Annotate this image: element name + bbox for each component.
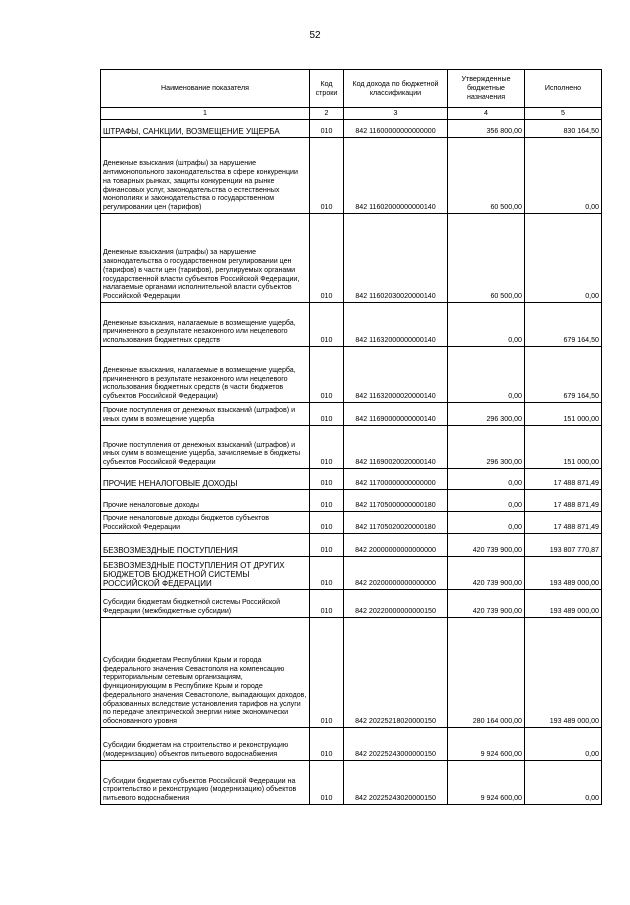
row-executed: 193 489 000,00 <box>525 556 602 589</box>
row-name: Субсидии бюджетам бюджетной системы Российской Федерации (межбюджетные субсидии) <box>101 589 310 617</box>
row-name: Субсидии бюджетам Республики Крым и города федерального значения Севастополя на компенсацию территориальным сетевым организациям, функционирующим в Республике Крым и городе федерального значения Севастополе, выпадающих доходов, образованных вследствие установления тарифов на услуги по передаче электрической энергии ниже экономически обоснованного уровня <box>101 617 310 727</box>
row-approved: 0,00 <box>448 489 525 511</box>
table-row <box>101 760 602 804</box>
row-code: 010 <box>310 425 344 468</box>
row-kd: 842 20220000000000150 <box>344 589 448 617</box>
row-name: Прочие поступления от денежных взысканий (штрафов) и иных сумм в возмещение ущерба, зачисляемые в бюджеты субъектов Российской Федерации <box>101 425 310 468</box>
row-code: 010 <box>310 468 344 489</box>
header-name: Наименование показателя <box>101 70 310 108</box>
row-approved: 0,00 <box>448 346 525 402</box>
header-executed: Исполнено <box>525 70 602 108</box>
row-kd: 842 11600000000000000 <box>344 119 448 137</box>
row-executed: 193 489 000,00 <box>525 589 602 617</box>
row-approved: 356 800,00 <box>448 119 525 137</box>
row-executed: 17 488 871,49 <box>525 489 602 511</box>
row-code: 010 <box>310 346 344 402</box>
row-name: ПРОЧИЕ НЕНАЛОГОВЫЕ ДОХОДЫ <box>101 468 310 489</box>
row-executed: 17 488 871,49 <box>525 468 602 489</box>
row-code: 010 <box>310 760 344 804</box>
table-row <box>101 556 602 589</box>
row-approved: 420 739 900,00 <box>448 556 525 589</box>
index-cell: 3 <box>344 108 448 120</box>
row-name: Прочие неналоговые доходы <box>101 489 310 511</box>
row-approved: 0,00 <box>448 302 525 346</box>
row-code: 010 <box>310 213 344 302</box>
row-approved: 420 739 900,00 <box>448 533 525 556</box>
row-kd: 842 11705000000000180 <box>344 489 448 511</box>
row-name: Денежные взыскания, налагаемые в возмещение ущерба, причиненного в результате незаконного или нецелевого использования бюджетных средств <box>101 302 310 346</box>
row-code: 010 <box>310 556 344 589</box>
row-approved: 0,00 <box>448 511 525 533</box>
row-name: Прочие поступления от денежных взысканий (штрафов) и иных сумм в возмещение ущерба <box>101 402 310 425</box>
row-executed: 151 000,00 <box>525 402 602 425</box>
table-row <box>101 302 602 346</box>
row-name: БЕЗВОЗМЕЗДНЫЕ ПОСТУПЛЕНИЯ <box>101 533 310 556</box>
table-row <box>101 425 602 468</box>
row-code: 010 <box>310 511 344 533</box>
table-row <box>101 402 602 425</box>
row-executed: 193 489 000,00 <box>525 617 602 727</box>
row-name: Денежные взыскания, налагаемые в возмещение ущерба, причиненного в результате незаконного или нецелевого использования бюджетных средств (в части бюджетов субъектов Российской Федерации) <box>101 346 310 402</box>
row-kd: 842 20200000000000000 <box>344 556 448 589</box>
row-kd: 842 11690020020000140 <box>344 425 448 468</box>
row-executed: 830 164,50 <box>525 119 602 137</box>
header-code: Код строки <box>310 70 344 108</box>
index-cell: 1 <box>101 108 310 120</box>
row-kd: 842 11602000000000140 <box>344 137 448 213</box>
row-executed: 0,00 <box>525 213 602 302</box>
row-executed: 0,00 <box>525 727 602 760</box>
row-approved: 9 924 600,00 <box>448 727 525 760</box>
row-code: 010 <box>310 119 344 137</box>
page-number: 52 <box>309 30 321 41</box>
row-name: Прочие неналоговые доходы бюджетов субъектов Российской Федерации <box>101 511 310 533</box>
index-cell: 2 <box>310 108 344 120</box>
row-code: 010 <box>310 727 344 760</box>
row-approved: 280 164 000,00 <box>448 617 525 727</box>
row-kd: 842 20225243000000150 <box>344 727 448 760</box>
row-name: Денежные взыскания (штрафы) за нарушение законодательства о государственном регулировании цен (тарифов) в части цен (тарифов), регулируемых органами государственной власти субъектов Российской Федерации, налагаемые органами исполнительной власти субъектов Российской Федерации <box>101 213 310 302</box>
row-approved: 60 500,00 <box>448 213 525 302</box>
row-name: БЕЗВОЗМЕЗДНЫЕ ПОСТУПЛЕНИЯ ОТ ДРУГИХ БЮДЖЕТОВ БЮДЖЕТНОЙ СИСТЕМЫ РОССИЙСКОЙ ФЕДЕРАЦИИ <box>101 556 310 589</box>
row-approved: 296 300,00 <box>448 425 525 468</box>
row-kd: 842 20000000000000000 <box>344 533 448 556</box>
row-executed: 193 807 770,87 <box>525 533 602 556</box>
row-code: 010 <box>310 489 344 511</box>
row-name: Субсидии бюджетам субъектов Российской Федерации на строительство и реконструкцию (модернизацию) объектов питьевого водоснабжения <box>101 760 310 804</box>
header-approved: Утвержденные бюджетные назначения <box>448 70 525 108</box>
index-cell: 4 <box>448 108 525 120</box>
table-row <box>101 727 602 760</box>
table-row <box>101 468 602 489</box>
row-code: 010 <box>310 533 344 556</box>
row-code: 010 <box>310 402 344 425</box>
row-kd: 842 11632000000000140 <box>344 302 448 346</box>
table-row <box>101 489 602 511</box>
row-code: 010 <box>310 589 344 617</box>
table-row <box>101 119 602 137</box>
row-executed: 0,00 <box>525 760 602 804</box>
row-kd: 842 11602030020000140 <box>344 213 448 302</box>
table-row <box>101 533 602 556</box>
table-row <box>101 617 602 727</box>
row-approved: 296 300,00 <box>448 402 525 425</box>
table-header-row <box>101 70 602 108</box>
row-executed: 679 164,50 <box>525 302 602 346</box>
row-name: Денежные взыскания (штрафы) за нарушение антимонопольного законодательства в сфере конкуренции на товарных рынках, защиты конкуренции на рынке финансовых услуг, законодательства о естественных монополиях и законодательства о государственном регулировании цен (тарифов) <box>101 137 310 213</box>
row-kd: 842 20225243020000150 <box>344 760 448 804</box>
table-row <box>101 213 602 302</box>
row-approved: 0,00 <box>448 468 525 489</box>
row-kd: 842 11690000000000140 <box>344 402 448 425</box>
table-row <box>101 137 602 213</box>
budget-table <box>100 69 602 805</box>
row-executed: 151 000,00 <box>525 425 602 468</box>
table-row <box>101 589 602 617</box>
row-name: Субсидии бюджетам на строительство и реконструкцию (модернизацию) объектов питьевого водоснабжения <box>101 727 310 760</box>
row-executed: 17 488 871,49 <box>525 511 602 533</box>
table-row <box>101 346 602 402</box>
column-index-row <box>101 108 602 120</box>
row-approved: 420 739 900,00 <box>448 589 525 617</box>
row-code: 010 <box>310 617 344 727</box>
row-approved: 9 924 600,00 <box>448 760 525 804</box>
row-executed: 679 164,50 <box>525 346 602 402</box>
row-kd: 842 11632000020000140 <box>344 346 448 402</box>
row-code: 010 <box>310 302 344 346</box>
header-kd: Код дохода по бюджетной классификации <box>344 70 448 108</box>
index-cell: 5 <box>525 108 602 120</box>
table-row <box>101 511 602 533</box>
row-executed: 0,00 <box>525 137 602 213</box>
row-code: 010 <box>310 137 344 213</box>
row-kd: 842 11700000000000000 <box>344 468 448 489</box>
row-kd: 842 11705020020000180 <box>344 511 448 533</box>
row-kd: 842 20225218020000150 <box>344 617 448 727</box>
row-approved: 60 500,00 <box>448 137 525 213</box>
row-name: ШТРАФЫ, САНКЦИИ, ВОЗМЕЩЕНИЕ УЩЕРБА <box>101 119 310 137</box>
